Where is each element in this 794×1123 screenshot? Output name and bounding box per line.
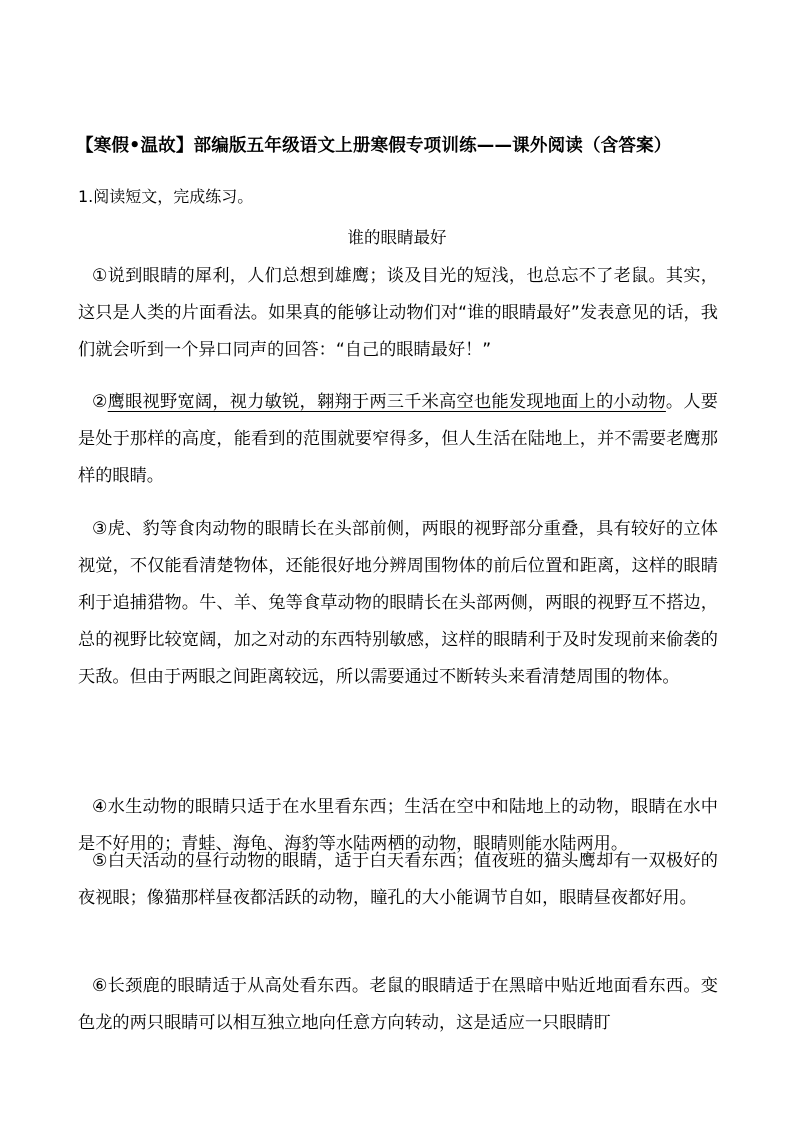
paragraph-2 [78,384,718,495]
paragraph-1 [78,258,718,369]
question-prompt: 1.阅读短文，完成练习。 [78,187,254,206]
paragraph-number: ③ [92,519,108,539]
paragraph-number: ⑤ [92,851,108,871]
paragraph-3 [78,511,718,696]
paragraph-6 [78,968,718,1042]
paragraph-text: 。人要是处于那样的高度，能看到的范围就要窄得多，但人生活在陆地上，并不需要老鹰那样的眼睛。 [78,392,718,486]
paragraph-number: ② [92,392,108,412]
paragraph-text: 水生动物的眼睛只适于在水里看东西；生活在空中和陆地上的动物，眼睛在水中是不好用的；青蛙、海龟、海豹等水陆两栖的动物，眼睛则能水陆两用。 [78,797,718,854]
paragraph-text: 白天活动的昼行动物的眼睛，适于白天看东西；值夜班的猫头鹰却有一双极好的夜视眼；像猫那样昼夜都活跃的动物，瞳孔的大小能调节自如，眼睛昼夜都好用。 [78,851,718,908]
paragraph-number: ⑥ [92,976,108,996]
paragraph-number: ④ [92,797,108,817]
article-title: 谁的眼睛最好 [347,228,447,247]
document-title: 【寒假•温故】部编版五年级语文上册寒假专项训练——课外阅读（含答案） [76,136,672,156]
paragraph-text: 虎、豹等食肉动物的眼睛长在头部前侧，两眼的视野部分重叠，具有较好的立体视觉，不仅能看清楚物体，还能很好地分辨周围物体的前后位置和距离，这样的眼睛利于追捕猎物。牛、羊、兔等食草动物的眼睛长在头部两侧，两眼的视野互不搭边，总的视野比较宽阔，加之对动的东西特别敏感，这样的眼睛利于及时发现前来偷袭的天敌。但由于两眼之间距离较远，所以需要通过不断转头来看清楚周围的物体。 [78,519,718,687]
paragraph-number: ① [92,266,108,286]
paragraph-text: 说到眼睛的犀利，人们总想到雄鹰；谈及目光的短浅，也总忘不了老鼠。其实，这只是人类的片面看法。如果真的能够让动物们对“谁的眼睛最好”发表意见的话，我们就会听到一个异口同声的回答：“自己的眼睛最好！” [78,266,718,360]
paragraph-text: 长颈鹿的眼睛适于从高处看东西。老鼠的眼睛适于在黑暗中贴近地面看东西。变色龙的两只眼睛可以相互独立地向任意方向转动，这是适应一只眼睛盯 [78,976,718,1033]
paragraph-5 [78,843,718,917]
underlined-sentence: 鹰眼视野宽阔，视力敏锐，翱翔于两三千米高空也能发现地面上的小动物 [107,392,666,412]
